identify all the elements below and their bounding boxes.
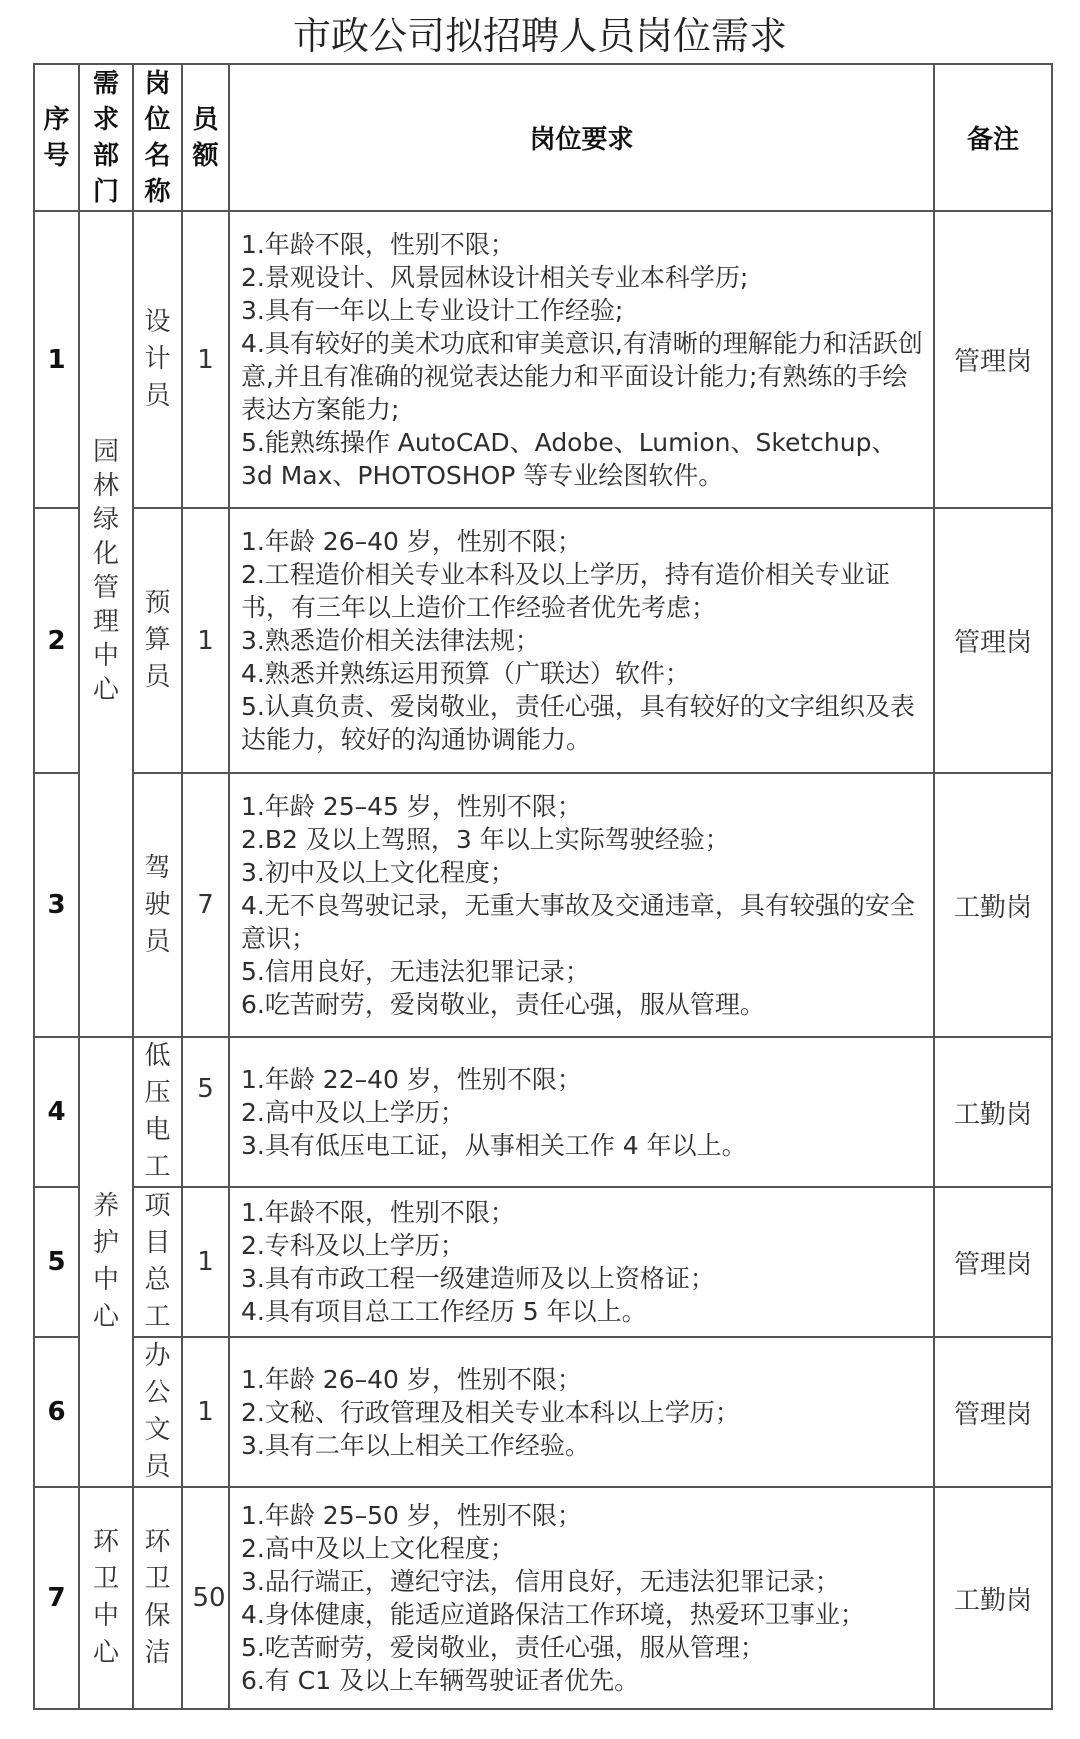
table-row bbox=[34, 1187, 1052, 1337]
remark-cell: 管理岗 bbox=[934, 508, 1052, 773]
header-quota: 员额 bbox=[182, 64, 229, 211]
requirement-line: 4.具有项目总工工作经历 5 年以上。 bbox=[241, 1297, 647, 1326]
seq-cell: 3 bbox=[34, 773, 79, 1037]
job-requirements-table bbox=[33, 63, 1053, 1710]
seq-cell: 6 bbox=[34, 1337, 79, 1487]
requirement-line: 3.初中及以上文化程度； bbox=[241, 857, 515, 887]
department-cell: 养护中心 bbox=[79, 1037, 133, 1487]
seq-cell: 2 bbox=[34, 508, 79, 773]
remark-cell: 管理岗 bbox=[934, 1187, 1052, 1337]
quota-cell: 5 bbox=[182, 1037, 229, 1187]
quota-cell: 1 bbox=[182, 211, 229, 508]
table-row bbox=[34, 1037, 1052, 1187]
quota-cell: 1 bbox=[182, 508, 229, 773]
quota-cell: 1 bbox=[182, 1337, 229, 1487]
table-row bbox=[34, 211, 1052, 508]
seq-cell: 7 bbox=[34, 1487, 79, 1709]
requirements-cell bbox=[229, 508, 934, 773]
requirements-cell bbox=[229, 773, 934, 1037]
requirement-line: 4.具有较好的美术功底和审美意识,有清晰的理解能力和活跃创意,并且有准确的视觉表达能力和平面设计能力;有熟练的手绘表达方案能力; bbox=[241, 328, 923, 424]
requirement-line: 2.B2 及以上驾照，3 年以上实际驾驶经验； bbox=[241, 824, 730, 854]
position-cell: 环卫保洁 bbox=[133, 1487, 182, 1709]
header-row bbox=[34, 64, 1052, 211]
requirement-line: 2.高中及以上学历； bbox=[241, 1097, 465, 1127]
position-cell: 预算员 bbox=[133, 508, 182, 773]
department-cell: 园林绿化管理中心 bbox=[79, 211, 133, 1037]
remark-cell: 工勤岗 bbox=[934, 773, 1052, 1037]
requirement-line: 3.具有市政工程一级建造师及以上资格证； bbox=[241, 1264, 715, 1293]
remark-cell: 工勤岗 bbox=[934, 1037, 1052, 1187]
requirement-line: 5.信用良好，无违法犯罪记录； bbox=[241, 956, 590, 986]
requirement-line: 4.熟悉并熟练运用预算（广联达）软件； bbox=[241, 659, 690, 688]
position-cell: 项目总工 bbox=[133, 1187, 182, 1337]
quota-cell: 50 bbox=[182, 1487, 229, 1709]
header-position: 岗位名称 bbox=[133, 64, 182, 211]
department-cell: 环卫中心 bbox=[79, 1487, 133, 1709]
table-row bbox=[34, 1337, 1052, 1487]
remark-cell: 管理岗 bbox=[934, 211, 1052, 508]
seq-cell: 5 bbox=[34, 1187, 79, 1337]
position-cell: 办公文员 bbox=[133, 1337, 182, 1487]
requirements-cell bbox=[229, 1037, 934, 1187]
requirement-line: 2.工程造价相关专业本科及以上学历，持有造价相关专业证书，有三年以上造价工作经验者优先考虑； bbox=[241, 560, 890, 622]
position-cell: 低压电工 bbox=[133, 1037, 182, 1187]
document-title: 市政公司拟招聘人员岗位需求 bbox=[292, 14, 787, 58]
requirement-line: 3.具有低压电工证，从事相关工作 4 年以上。 bbox=[241, 1130, 747, 1160]
quota-cell: 1 bbox=[182, 1187, 229, 1337]
requirement-line: 3.具有一年以上专业设计工作经验; bbox=[241, 295, 624, 325]
requirement-line: 6.有 C1 及以上车辆驾驶证者优先。 bbox=[241, 1666, 640, 1695]
requirement-line: 1.年龄 26–40 岁，性别不限； bbox=[241, 527, 582, 556]
header-remarks: 备注 bbox=[934, 64, 1052, 211]
requirement-line: 2.高中及以上文化程度； bbox=[241, 1534, 515, 1563]
remark-cell: 工勤岗 bbox=[934, 1487, 1052, 1709]
requirement-line: 1.年龄不限，性别不限； bbox=[241, 229, 515, 259]
requirement-line: 2.文秘、行政管理及相关专业本科以上学历； bbox=[241, 1397, 740, 1427]
requirement-line: 3.具有二年以上相关工作经验。 bbox=[241, 1430, 590, 1460]
requirements-cell bbox=[229, 1337, 934, 1487]
position-cell: 驾驶员 bbox=[133, 773, 182, 1037]
requirement-line: 1.年龄不限，性别不限； bbox=[241, 1198, 515, 1227]
requirement-line: 1.年龄 26–40 岁，性别不限； bbox=[241, 1364, 582, 1394]
table-row bbox=[34, 773, 1052, 1037]
requirements-cell bbox=[229, 1487, 934, 1709]
seq-cell: 1 bbox=[34, 211, 79, 508]
requirement-line: 2.景观设计、风景园林设计相关专业本科学历; bbox=[241, 262, 749, 292]
table-row bbox=[34, 508, 1052, 773]
requirements-cell bbox=[229, 1187, 934, 1337]
header-requirements: 岗位要求 bbox=[229, 64, 934, 211]
seq-cell: 4 bbox=[34, 1037, 79, 1187]
requirement-line: 3.熟悉造价相关法律法规； bbox=[241, 626, 540, 655]
remark-cell: 管理岗 bbox=[934, 1337, 1052, 1487]
requirement-line: 4.身体健康，能适应道路保洁工作环境，热爱环卫事业； bbox=[241, 1600, 865, 1629]
requirement-line: 4.无不良驾驶记录，无重大事故及交通违章，具有较强的安全意识； bbox=[241, 890, 915, 953]
requirement-line: 5.能熟练操作 AutoCAD、Adobe、Lumion、Sketchup、3d Max、PHOTOSHOP 等专业绘图软件。 bbox=[241, 427, 897, 490]
quota-cell: 7 bbox=[182, 773, 229, 1037]
requirement-line: 1.年龄 25–50 岁，性别不限； bbox=[241, 1501, 582, 1530]
position-cell: 设计员 bbox=[133, 211, 182, 508]
header-seq: 序号 bbox=[34, 64, 79, 211]
requirement-line: 2.专科及以上学历； bbox=[241, 1231, 465, 1260]
requirement-line: 5.吃苦耐劳，爱岗敬业，责任心强，服从管理； bbox=[241, 1633, 765, 1662]
requirement-line: 6.吃苦耐劳，爱岗敬业，责任心强，服从管理。 bbox=[241, 989, 765, 1019]
header-department: 需求部门 bbox=[79, 64, 133, 211]
requirements-cell bbox=[229, 211, 934, 508]
requirement-line: 5.认真负责、爱岗敬业，责任心强，具有较好的文字组织及表达能力，较好的沟通协调能力。 bbox=[241, 692, 915, 754]
requirement-line: 1.年龄 22–40 岁，性别不限； bbox=[241, 1064, 582, 1094]
table-row bbox=[34, 1487, 1052, 1709]
requirement-line: 3.品行端正，遵纪守法，信用良好，无违法犯罪记录； bbox=[241, 1567, 840, 1596]
requirement-line: 1.年龄 25–45 岁，性别不限； bbox=[241, 791, 582, 821]
